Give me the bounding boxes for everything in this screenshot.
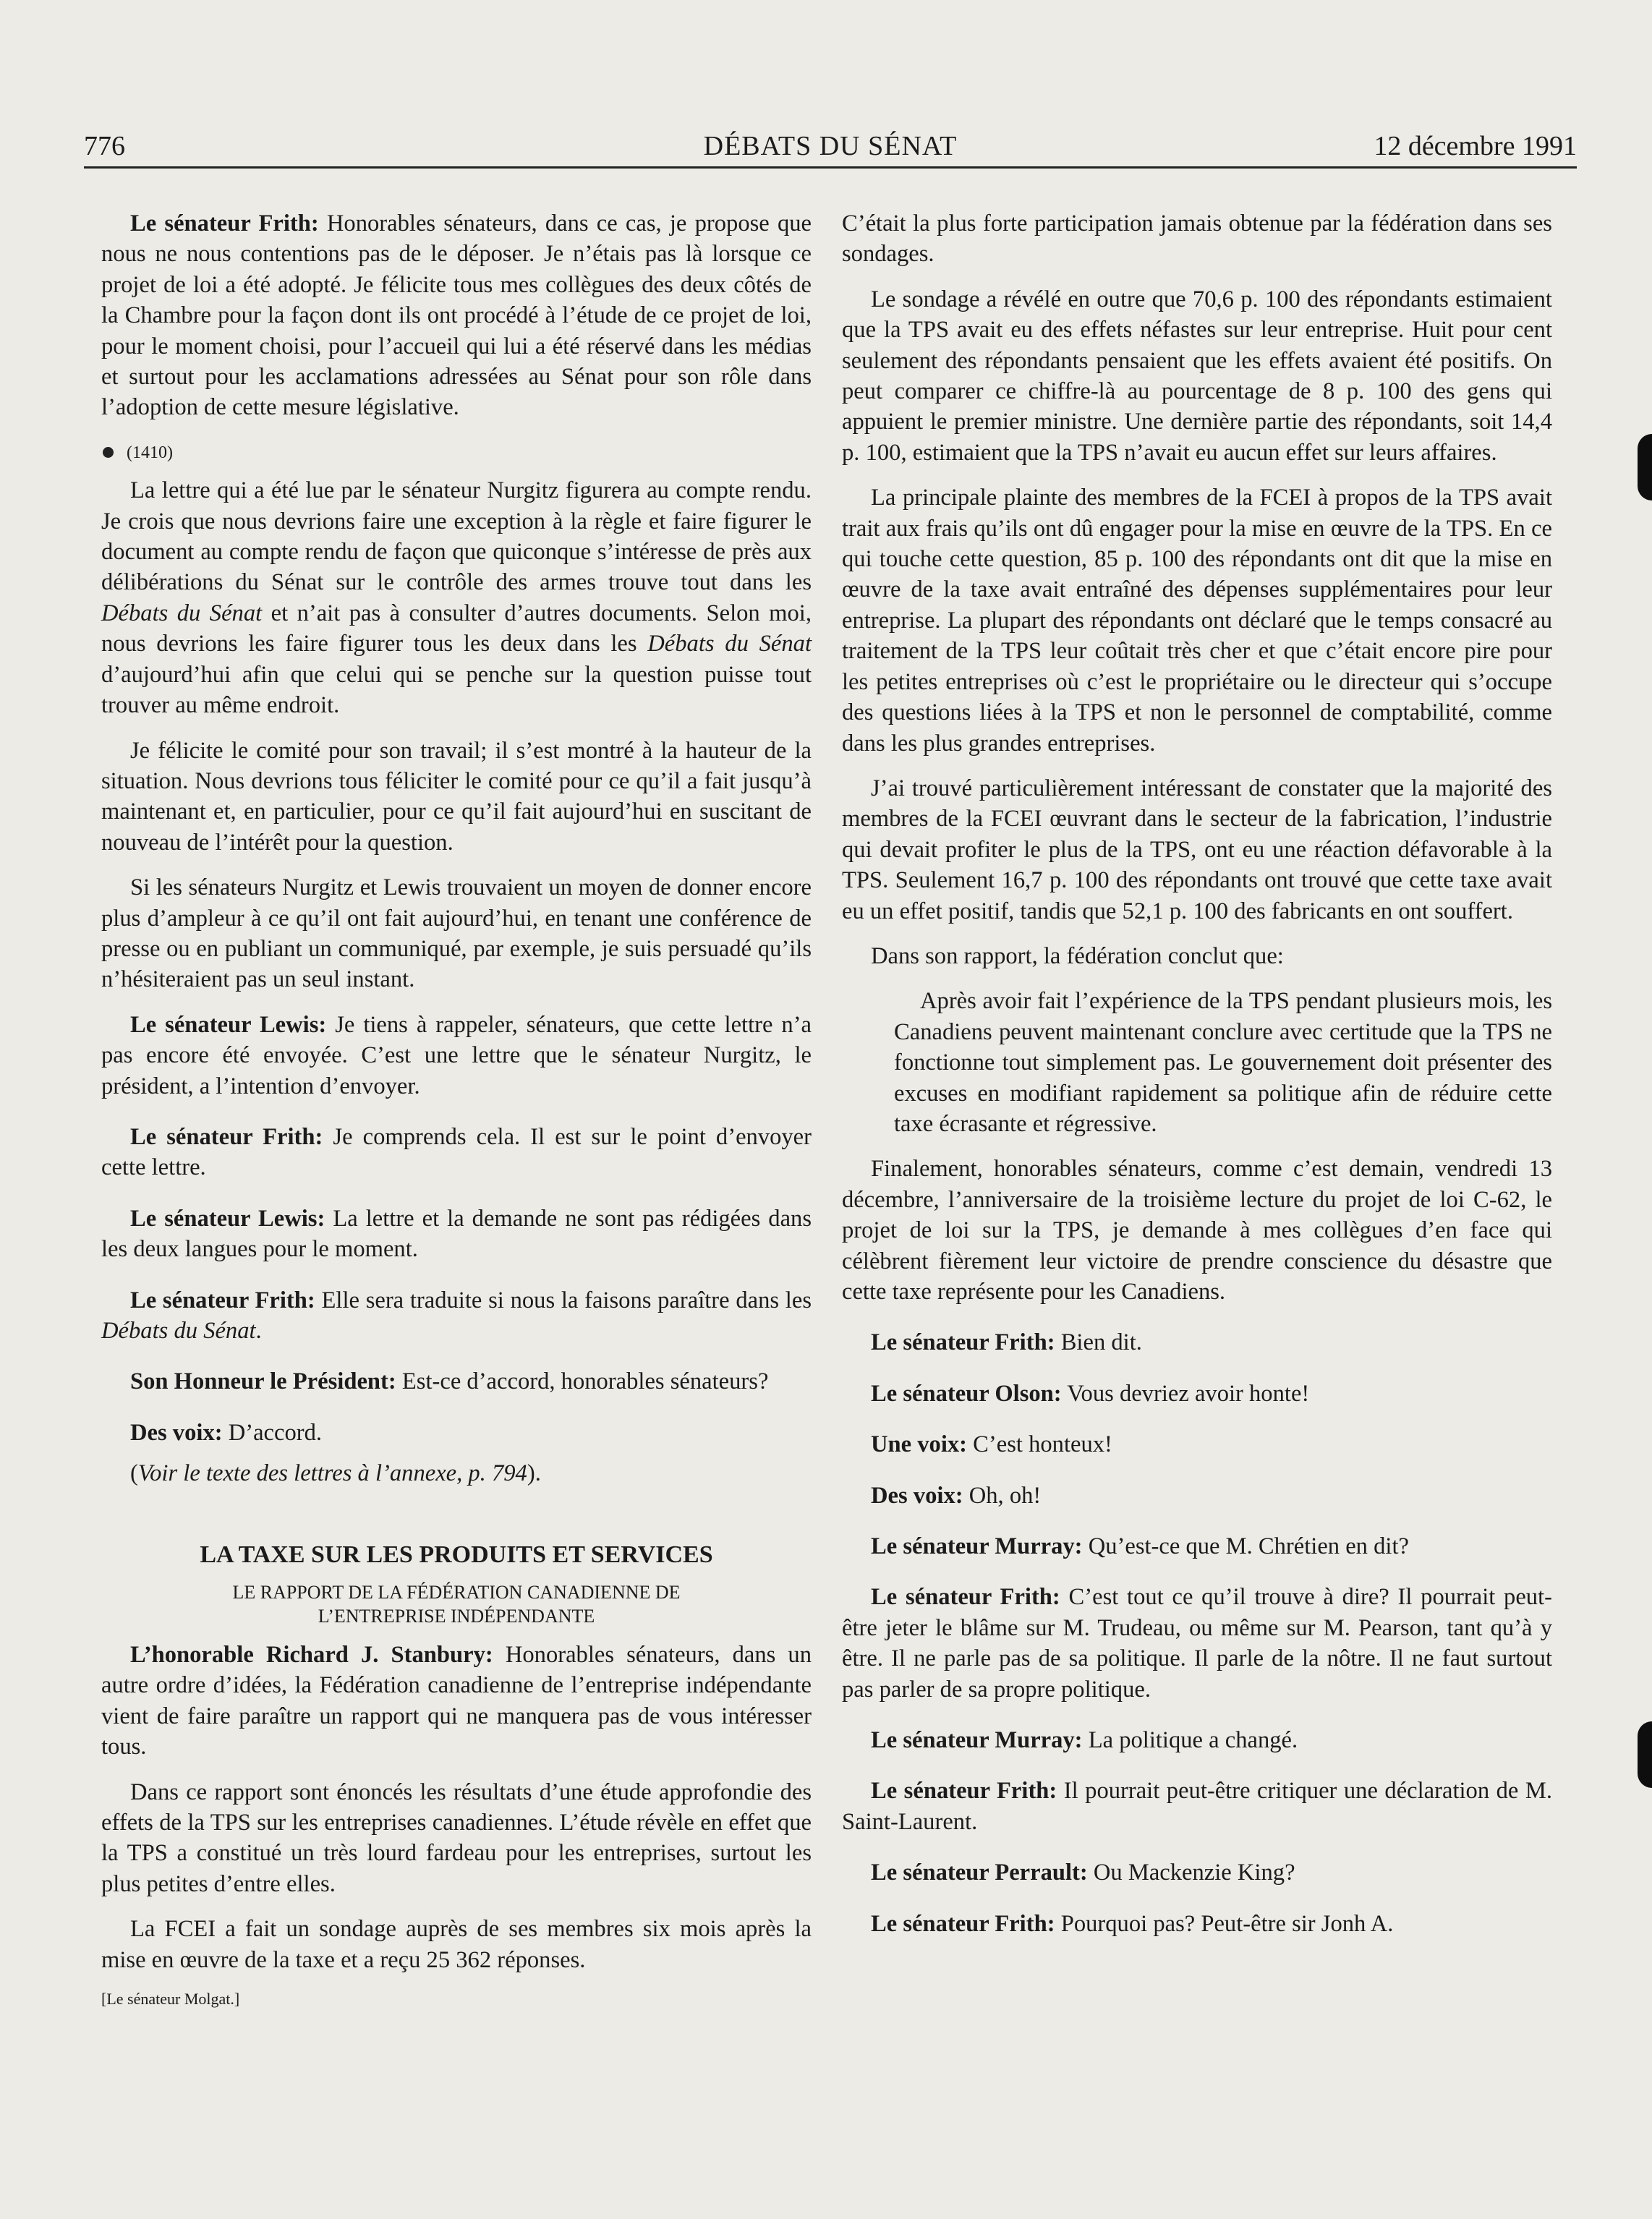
paragraph: C’était la plus forte participation jamais obtenue par la fédération dans ses sondages. <box>842 210 1552 268</box>
speech: Des voix: D’accord. <box>130 1419 323 1446</box>
speaker-name: Une voix: <box>871 1431 968 1458</box>
paragraph: J’ai trouvé particulièrement intéressant de constater que la majorité des membres de la FCEI œuvrant dans le secteur de la fabrication, l’industrie qui devait profiter le plus de la TPS, ont eu une réaction défavorable à la TPS. Seulement 16,7 p. 100 des répondants ont trouvé que cette taxe avait eu un effet positif, tandis que 52,1 p. 100 des fabricants en ont souffert. <box>842 775 1552 924</box>
binding-hole-mark <box>1638 434 1652 501</box>
left-column <box>101 208 812 2030</box>
speech: Le sénateur Frith: Je comprends cela. Il est sur le point d’envoyer cette lettre. <box>101 1123 812 1181</box>
speech: Le sénateur Frith: Elle sera traduite si nous la faisons paraître dans les Débats du Sénat. <box>101 1287 812 1344</box>
paragraph: La lettre qui a été lue par le sénateur Nurgitz figurera au compte rendu. Je crois que nous devrions faire une exception à la règle et faire figurer le document au compte rendu de façon que quiconque s’intéresse de près aux délibérations du Sénat sur le contrôle des armes trouve tout dans les Débats du Sénat et n’ait pas à consulter d’autres documents. Selon moi, nous devrions les faire figurer tous les deux dans les Débats du Sénat d’aujourd’hui afin que celui qui se penche sur la question puisse tout trouver au même endroit. <box>101 477 812 719</box>
footnote: [Le sénateur Molgat.] <box>101 1990 240 2009</box>
speech: Le sénateur Murray: Qu’est-ce que M. Chrétien en dit? <box>871 1533 1409 1560</box>
speaker-name: Le sénateur Frith: <box>871 1778 1057 1805</box>
speech: Le sénateur Frith: Pourquoi pas? Peut-être sir Jonh A. <box>871 1910 1394 1937</box>
speaker-name: Le sénateur Lewis: <box>130 1205 325 1232</box>
speech: Des voix: Oh, oh! <box>871 1482 1042 1509</box>
speaker-name: Le sénateur Frith: <box>130 1287 315 1313</box>
bullet-icon <box>103 447 114 458</box>
speech: Le sénateur Frith: Bien dit. <box>871 1329 1142 1356</box>
header-date: 12 décembre 1991 <box>1374 131 1577 161</box>
binding-hole-mark <box>1638 1721 1652 1788</box>
speaker-name: Le sénateur Olson: <box>871 1380 1062 1407</box>
paragraph: La principale plainte des membres de la FCEI à propos de la TPS avait trait aux frais qu’ils ont dû engager pour la mise en œuvre de la TPS. En ce qui touche cette question, 85 p. 100 des répondants ont dit que la mise en œuvre de la taxe avait entraîné des dépenses supplémentaires pour leur entreprise. La plupart des répondants ont déclaré que le temps consacré au traitement de la TPS leur coûtait très cher et que c’était encore pire pour les petites entreprises où c’est le propriétaire ou le directeur qui s’occupe des questions liées à la TPS et non le personnel de comptabilité, comme dans les plus grandes entreprises. <box>842 485 1552 757</box>
speech: Le sénateur Lewis: Je tiens à rappeler, sénateurs, que cette lettre n’a pas encore été envoyée. C’est une lettre que le sénateur Nurgitz, le président, a l’intention d’envoyer. <box>101 1011 812 1099</box>
speaker-name: Le sénateur Frith: <box>130 210 319 237</box>
speaker-name: Le sénateur Lewis: <box>130 1011 327 1038</box>
section-title: LA TAXE SUR LES PRODUITS ET SERVICES <box>200 1541 713 1568</box>
speaker-name: Des voix: <box>130 1419 223 1446</box>
paragraph: Le sénateur Frith: Honorables sénateurs, dans ce cas, je propose que nous ne nous contentions pas de le déposer. Je n’étais pas là lorsque ce projet de loi a été adopté. Je félicite tous mes collègues des deux côtés de la Chambre pour la façon dont ils ont procédé à l’étude de ce projet de loi, pour le moment choisi, pour l’accueil qui lui a été réservé dans les médias et surtout pour les acclamations adressées au Sénat pour son rôle dans l’adoption de cette mesure législative. <box>101 210 812 421</box>
section-subtitle: LE RAPPORT DE LA FÉDÉRATION CANADIENNE DE L’ENTREPRISE INDÉPENDANTE <box>232 1582 681 1627</box>
paragraph: Si les sénateurs Nurgitz et Lewis trouvaient un moyen de donner encore plus d’ampleur à ce qu’il ont fait aujourd’hui, en tenant une conférence de presse ou en publiant un communiqué, par exemple, je suis persuadé qu’ils n’hésiteraient pas un seul instant. <box>101 874 812 993</box>
paragraph: L’honorable Richard J. Stanbury: Honorables sénateurs, dans un autre ordre d’idées, la Fédération canadienne de l’entreprise indépendante vient de faire paraître un rapport qui ne manquera pas de vous intéresser tous. <box>101 1642 812 1760</box>
paragraph: Je félicite le comité pour son travail; il s’est montré à la hauteur de la situation. Nous devrions tous féliciter le comité pour ce qu’il a fait jusqu’à maintenant et, en particulier, pour ce qu’il fait aujourd’hui en suscitant de nouveau de l’intérêt pour la question. <box>101 737 812 856</box>
block-quote: Après avoir fait l’expérience de la TPS pendant plusieurs mois, les Canadiens peuvent maintenant conclure avec certitude que la TPS ne fonctionne tout simplement pas. Le gouvernement doit présenter des excuses en modifiant rapidement sa politique afin de réduire cette taxe écrasante et régressive. <box>894 988 1552 1137</box>
speaker-name: Le sénateur Murray: <box>871 1727 1083 1754</box>
speech: Le sénateur Frith: C’est tout ce qu’il trouve à dire? Il pourrait peut-être jeter le blâme sur M. Trudeau, ou même sur M. Pearson, tant qu’à y être. Il ne parle pas de sa politique. Il parle de la nôtre. Il ne faut surtout pas parler de sa propre politique. <box>842 1584 1552 1703</box>
speaker-name: Le sénateur Frith: <box>130 1123 323 1150</box>
paragraph: Dans son rapport, la fédération conclut que: <box>871 942 1284 969</box>
speech: Le sénateur Frith: Il pourrait peut-être critiquer une déclaration de M. Saint-Laurent. <box>842 1778 1552 1835</box>
speaker-name: Le sénateur Frith: <box>871 1329 1055 1356</box>
speaker-name: Le sénateur Frith: <box>871 1584 1060 1611</box>
paragraph: Le sondage a révélé en outre que 70,6 p. 100 des répondants estimaient que la TPS avait eu des effets néfastes sur leur entreprise. Huit pour cent seulement des répondants pensaient que les effets avaient été positifs. On peut comparer ce chiffre-là au pourcentage de 8 p. 100 des gens qui appuient le premier ministre. Une dernière partie des répondants, soit 14,4 p. 100, estimaient que la TPS n’avait eu aucun effet sur leurs affaires. <box>842 286 1552 466</box>
speech: Le sénateur Lewis: La lettre et la demande ne sont pas rédigées dans les deux langues pour le moment. <box>101 1205 812 1263</box>
speech: Le sénateur Perrault: Ou Mackenzie King? <box>871 1860 1295 1886</box>
speech: Son Honneur le Président: Est-ce d’accord, honorables sénateurs? <box>130 1368 769 1395</box>
speaker-name: Son Honneur le Président: <box>130 1368 396 1395</box>
annex-reference: (Voir le texte des lettres à l’annexe, p. 794). <box>130 1460 541 1487</box>
speaker-name: Des voix: <box>871 1482 963 1509</box>
speech: Une voix: C’est honteux! <box>871 1431 1112 1458</box>
header-rule <box>84 166 1577 169</box>
paragraph: Finalement, honorables sénateurs, comme c’est demain, vendredi 13 décembre, l’anniversaire de la troisième lecture du projet de loi C-62, le projet de loi sur la TPS, je demande à mes collègues d’en face qui célèbrent fièrement leur victoire de prendre conscience du désastre que cette taxe représente pour les Canadiens. <box>842 1156 1552 1305</box>
speech: Le sénateur Olson: Vous devriez avoir honte! <box>871 1380 1310 1407</box>
right-column <box>842 208 1552 1939</box>
paragraph: Dans ce rapport sont énoncés les résultats d’une étude approfondie des effets de la TPS sur les entreprises canadiennes. L’étude révèle en effet que la TPS a constitué un très lourd fardeau pour les entreprises, surtout les plus petites d’entre elles. <box>101 1779 812 1897</box>
speech: Le sénateur Murray: La politique a changé. <box>871 1727 1298 1754</box>
speaker-name: Le sénateur Frith: <box>871 1910 1055 1937</box>
running-title: DÉBATS DU SÉNAT <box>703 131 958 161</box>
speaker-name: L’honorable Richard J. Stanbury: <box>130 1642 493 1669</box>
paragraph: La FCEI a fait un sondage auprès de ses membres six mois après la mise en œuvre de la taxe et a reçu 25 362 réponses. <box>101 1916 812 1973</box>
page-header <box>84 129 1577 166</box>
speaker-name: Le sénateur Murray: <box>871 1533 1083 1560</box>
page-number: 776 <box>84 131 125 161</box>
speaker-name: Le sénateur Perrault: <box>871 1860 1088 1886</box>
time-marker: (1410) <box>101 438 812 468</box>
